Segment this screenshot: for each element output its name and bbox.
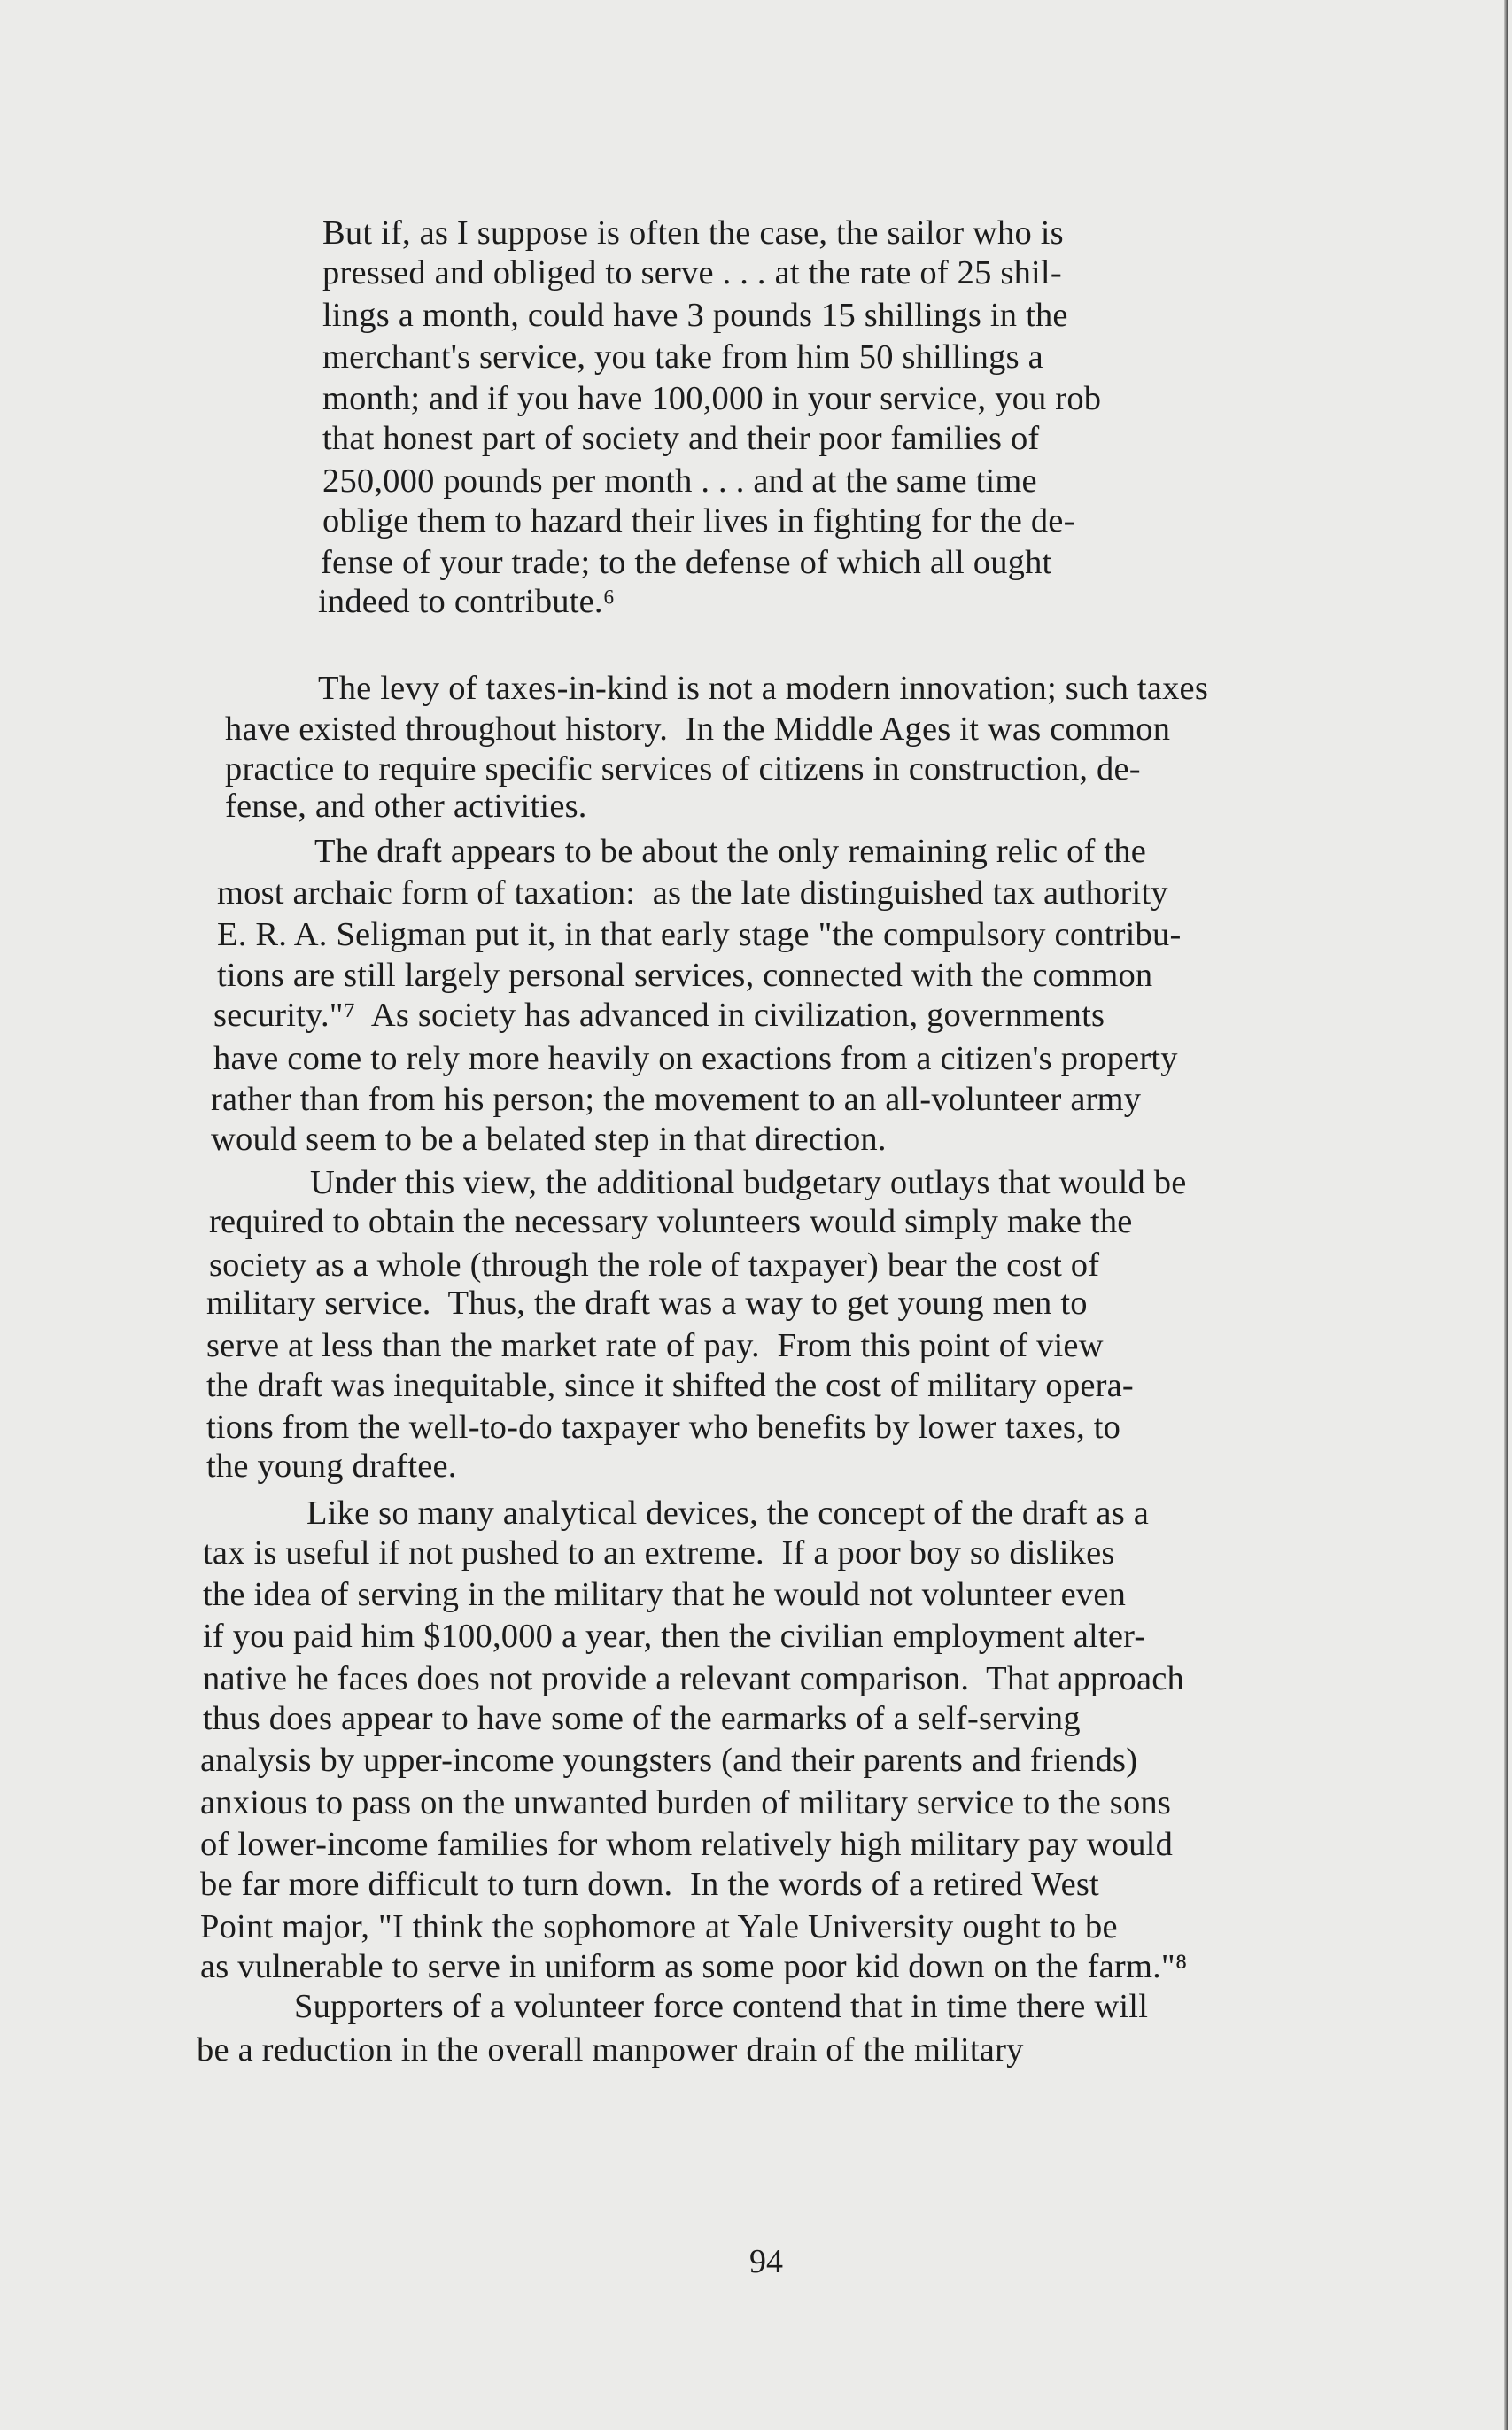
body-line: would seem to be a belated step in that direction.: [211, 1121, 887, 1158]
body-line: have come to rely more heavily on exactions from a citizen's property: [213, 1040, 1178, 1077]
body-line: security."⁷ As society has advanced in civilization, governments: [213, 997, 1105, 1034]
quote-line: indeed to contribute.⁶: [318, 583, 616, 620]
body-line: thus does appear to have some of the earmarks of a self-serving: [203, 1700, 1081, 1737]
page-edge: [1504, 0, 1508, 2430]
body-line: the idea of serving in the military that he would not volunteer even: [203, 1576, 1127, 1613]
body-line: required to obtain the necessary volunteers would simply make the: [209, 1203, 1133, 1240]
body-line: anxious to pass on the unwanted burden of military service to the sons: [200, 1784, 1172, 1821]
quote-line: fense of your trade; to the defense of which all ought: [321, 544, 1052, 581]
quote-line: merchant's service, you take from him 50 shillings a: [322, 338, 1043, 376]
body-line: practice to require specific services of citizens in construction, de-: [225, 750, 1141, 788]
body-line: Point major, "I think the sophomore at Yale University ought to be: [200, 1908, 1118, 1945]
quote-line: lings a month, could have 3 pounds 15 shillings in the: [322, 297, 1068, 334]
body-line: tax is useful if not pushed to an extreme. If a poor boy so dislikes: [203, 1534, 1115, 1572]
body-line: fense, and other activities.: [225, 788, 587, 825]
quote-line: that honest part of society and their poor families of: [322, 420, 1040, 457]
body-line: rather than from his person; the movement to an all-volunteer army: [211, 1081, 1142, 1118]
body-line: if you paid him $100,000 a year, then the civilian employment alter-: [203, 1618, 1146, 1655]
body-line: serve at less than the market rate of pay. From this point of view: [206, 1327, 1104, 1364]
body-line: The levy of taxes-in-kind is not a modern innovation; such taxes: [318, 670, 1209, 707]
quote-line: oblige them to hazard their lives in fighting for the de-: [322, 502, 1075, 540]
body-line: native he faces does not provide a relevant comparison. That approach: [203, 1660, 1184, 1697]
body-line: E. R. A. Seligman put it, in that early stage "the compulsory contribu-: [217, 916, 1182, 953]
quote-line: But if, as I suppose is often the case, the sailor who is: [322, 214, 1064, 252]
body-line: be a reduction in the overall manpower drain of the military: [197, 2031, 1024, 2069]
quote-line: month; and if you have 100,000 in your service, you rob: [322, 380, 1102, 417]
body-line: be far more difficult to turn down. In the words of a retired West: [200, 1866, 1099, 1903]
quote-line: 250,000 pounds per month . . . and at the same time: [322, 462, 1037, 500]
body-line: of lower-income families for whom relatively high military pay would: [200, 1826, 1174, 1863]
body-line: tions from the well-to-do taxpayer who benefits by lower taxes, to: [206, 1409, 1121, 1446]
body-line: the young draftee.: [206, 1448, 457, 1485]
body-line: analysis by upper-income youngsters (and their parents and friends): [200, 1742, 1138, 1779]
body-line: Like so many analytical devices, the concept of the draft as a: [306, 1494, 1149, 1532]
body-line: the draft was inequitable, since it shifted the cost of military opera-: [206, 1367, 1134, 1404]
body-line: Under this view, the additional budgetary outlays that would be: [310, 1164, 1187, 1201]
body-line: society as a whole (through the role of taxpayer) bear the cost of: [209, 1246, 1100, 1284]
quote-line: pressed and obliged to serve . . . at the rate of 25 shil-: [322, 254, 1062, 291]
body-line: most archaic form of taxation: as the late distinguished tax authority: [217, 874, 1168, 912]
body-line: military service. Thus, the draft was a way to get young men to: [206, 1285, 1088, 1322]
body-line: as vulnerable to serve in uniform as some poor kid down on the farm."⁸: [200, 1948, 1188, 1985]
body-line: have existed throughout history. In the Middle Ages it was common: [225, 710, 1171, 748]
body-line: The draft appears to be about the only remaining relic of the: [314, 833, 1147, 870]
page-number: 94: [749, 2243, 783, 2280]
body-line: tions are still largely personal services, connected with the common: [217, 957, 1153, 994]
body-line: Supporters of a volunteer force contend that in time there will: [294, 1988, 1149, 2025]
